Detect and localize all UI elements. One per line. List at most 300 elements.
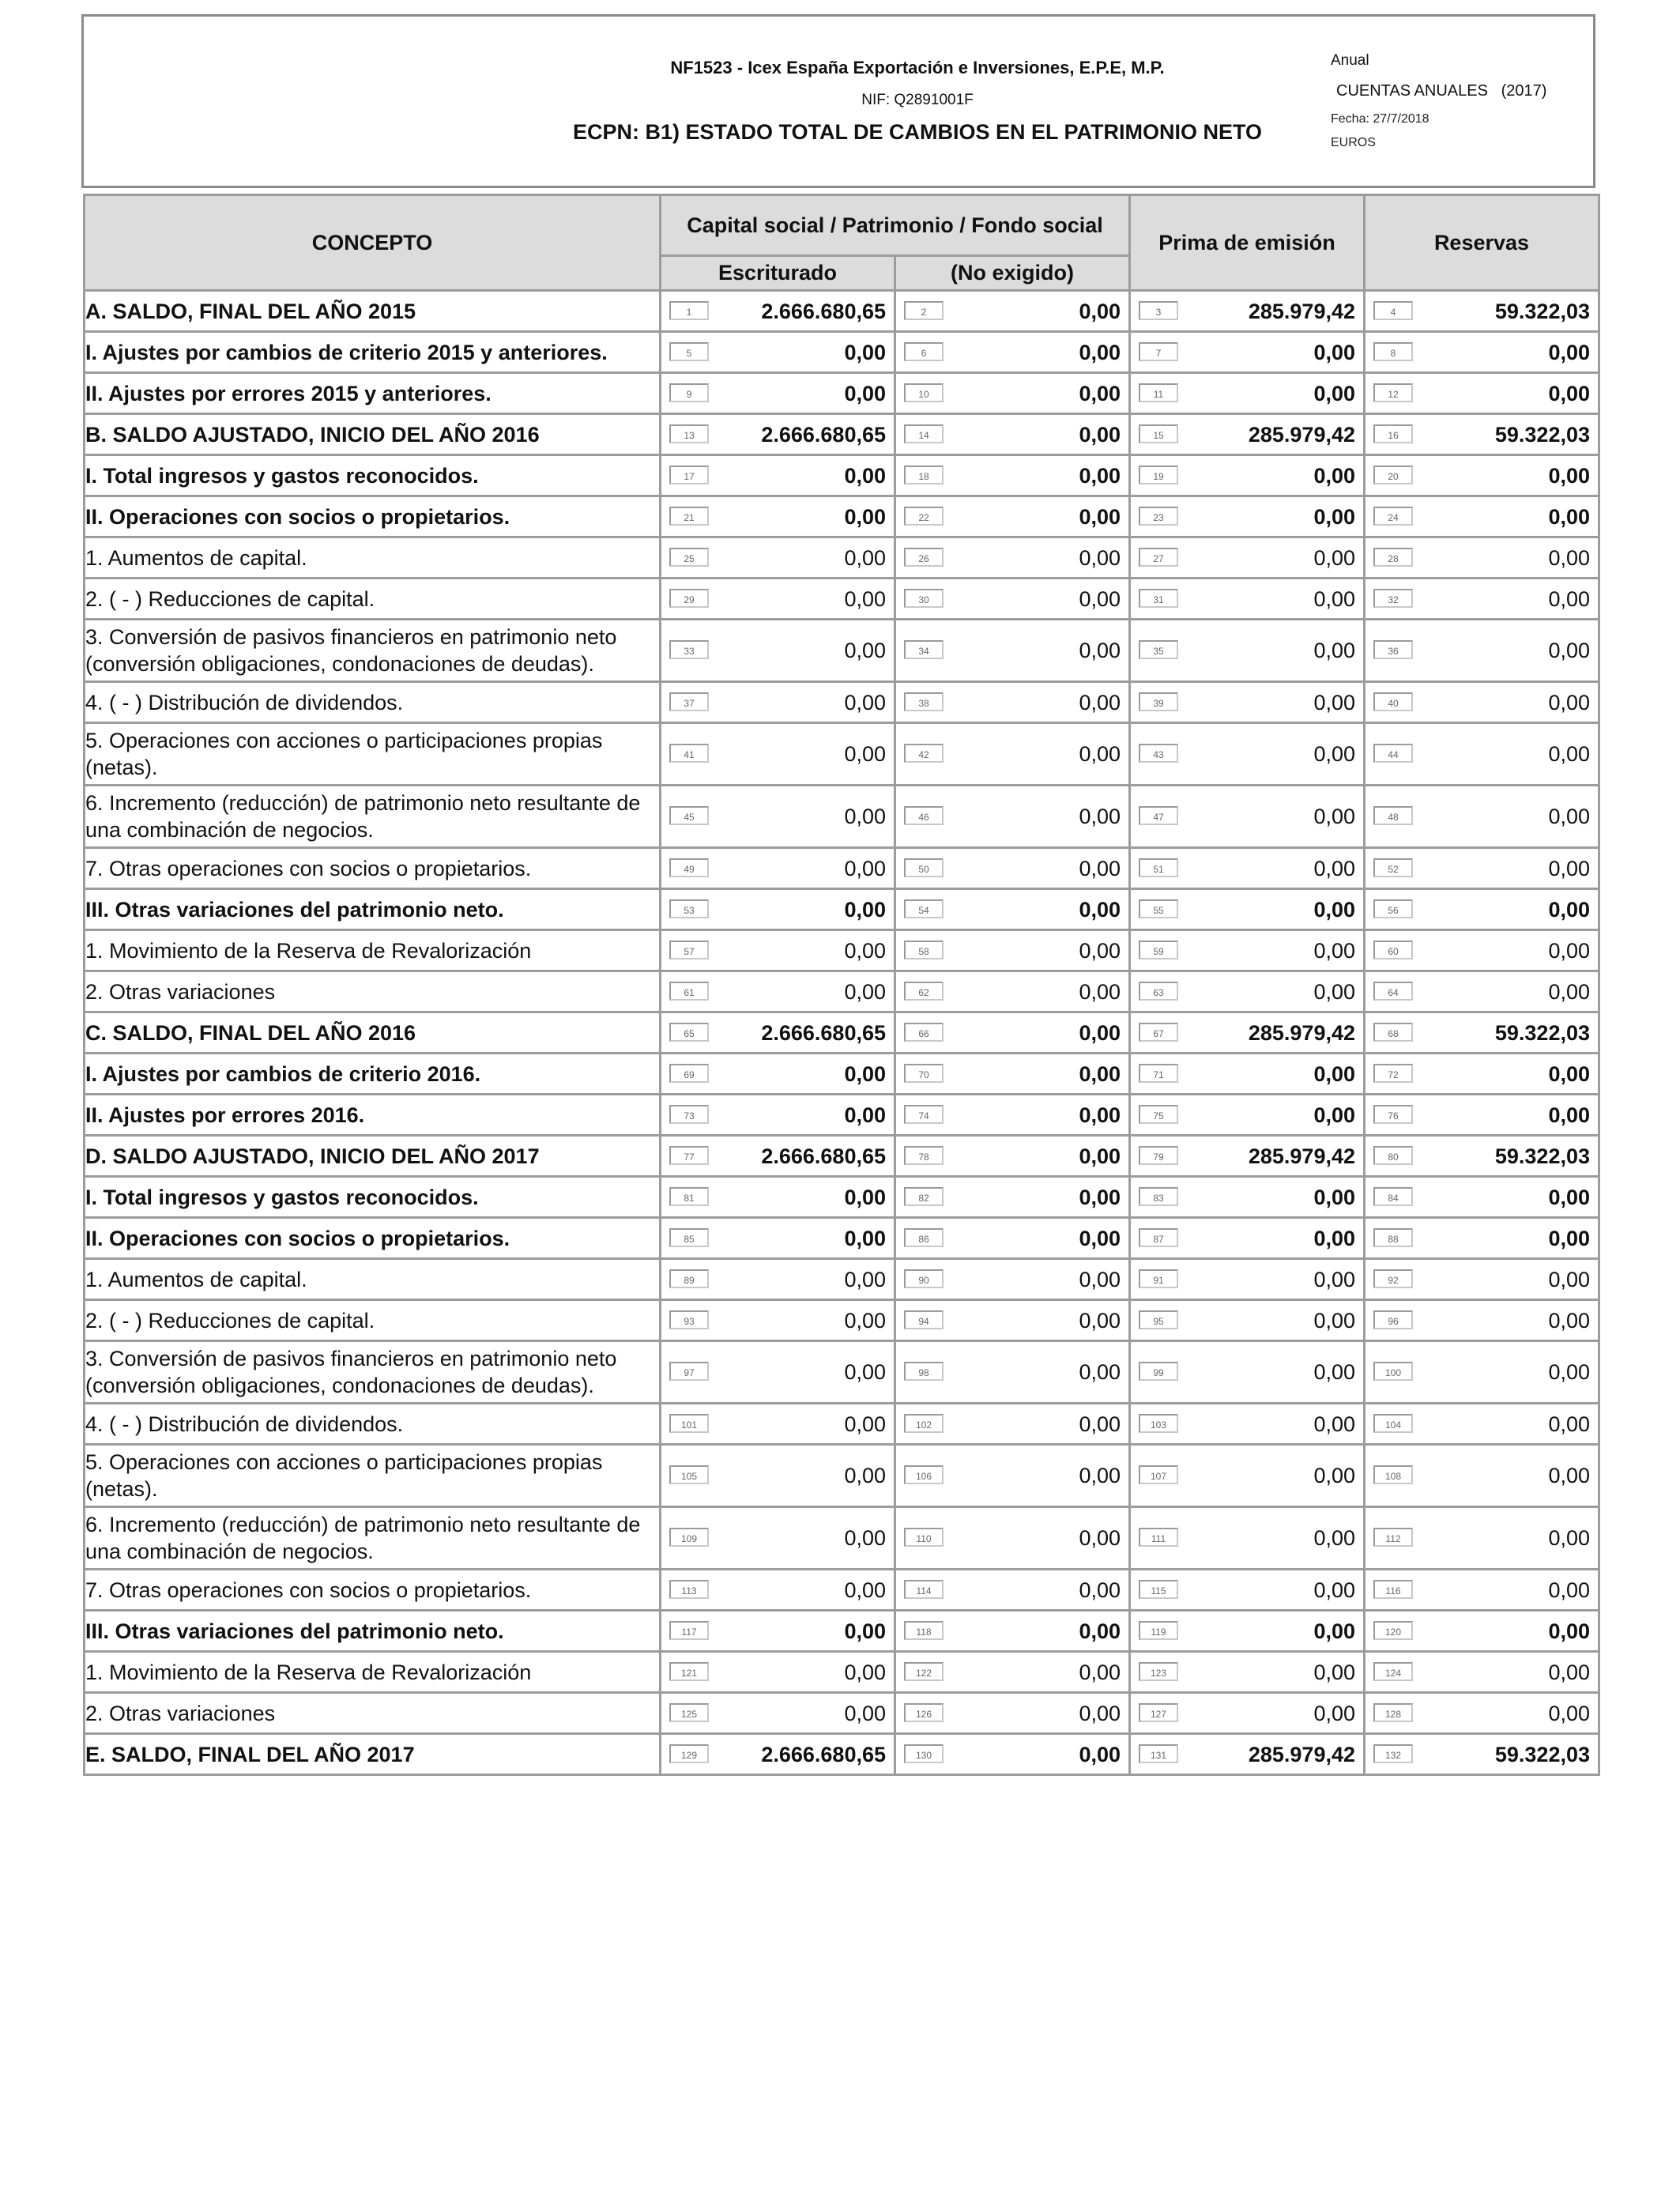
- cell-value: 0,00: [1079, 1226, 1121, 1250]
- cell-number-box: 36: [1373, 640, 1413, 659]
- cell-prima: [1131, 1508, 1363, 1568]
- cell-value: 0,00: [1313, 463, 1355, 488]
- cell-value: 0,00: [1548, 1578, 1590, 1602]
- cell-value: 0,00: [1548, 1103, 1590, 1127]
- cell-number-box: 37: [669, 692, 709, 711]
- cell-number-box: 35: [1139, 640, 1178, 659]
- cell-number-box: 110: [904, 1528, 944, 1547]
- cell-escriturado: [661, 415, 894, 454]
- cell-prima: [1131, 890, 1363, 929]
- cell-value: 0,00: [1313, 1660, 1355, 1684]
- cell-number-box: 30: [904, 589, 944, 608]
- cell-number-box: 44: [1373, 744, 1413, 763]
- table-row: [85, 292, 1598, 330]
- cell-reservas: [1365, 724, 1598, 784]
- cell-value: 0,00: [1079, 1185, 1121, 1209]
- cell-number-box: 112: [1373, 1528, 1413, 1547]
- cell-escriturado: [661, 1054, 894, 1093]
- cell-value: 0,00: [1313, 1103, 1355, 1127]
- cell-number-box: 126: [904, 1703, 944, 1722]
- cell-no-exigido: [896, 456, 1128, 495]
- cell-prima: [1131, 620, 1363, 680]
- cell-prima: [1131, 1219, 1363, 1257]
- cell-escriturado: [661, 1404, 894, 1443]
- report-title: ECPN: B1) ESTADO TOTAL DE CAMBIOS EN EL PATRIMONIO NETO: [572, 120, 1263, 144]
- cell-number-box: 28: [1373, 548, 1413, 567]
- cell-number-box: 102: [904, 1414, 944, 1433]
- cell-number-box: 18: [904, 466, 944, 484]
- col-header-capital: Capital social / Patrimonio / Fondo social: [661, 196, 1128, 254]
- cell-prima: [1131, 1446, 1363, 1506]
- cell-reservas: [1365, 1219, 1598, 1257]
- cell-value: 2.666.680,65: [761, 1144, 886, 1168]
- cell-number-box: 124: [1373, 1662, 1413, 1681]
- cell-value: 2.666.680,65: [761, 422, 886, 447]
- cell-reservas: [1365, 1404, 1598, 1443]
- cell-no-exigido: [896, 1653, 1128, 1691]
- cell-value: 0,00: [1313, 586, 1355, 611]
- cell-number-box: 116: [1373, 1580, 1413, 1599]
- cell-number-box: 118: [904, 1621, 944, 1640]
- row-concept-label: 7. Otras operaciones con socios o propietarios.: [85, 1570, 659, 1609]
- cell-prima: [1131, 1178, 1363, 1216]
- row-concept-label: II. Operaciones con socios o propietarios.: [85, 497, 659, 536]
- row-concept-label: 7. Otras operaciones con socios o propietarios.: [85, 849, 659, 888]
- cell-number-box: 40: [1373, 692, 1413, 711]
- cell-value: 0,00: [1548, 690, 1590, 714]
- cell-value: 0,00: [844, 1701, 886, 1725]
- cell-value: 0,00: [1313, 979, 1355, 1004]
- cell-number-box: 42: [904, 744, 944, 763]
- cell-number-box: 60: [1373, 941, 1413, 959]
- cell-number-box: 58: [904, 941, 944, 959]
- table-row: [85, 1301, 1598, 1340]
- cell-number-box: 51: [1139, 858, 1178, 877]
- cell-number-box: 69: [669, 1064, 709, 1083]
- cell-prima: [1131, 538, 1363, 577]
- row-concept-label: 1. Aumentos de capital.: [85, 538, 659, 577]
- cell-value: 285.979,42: [1248, 422, 1355, 447]
- cell-prima: [1131, 1570, 1363, 1609]
- cell-prima: [1131, 1095, 1363, 1134]
- row-concept-label: 2. Otras variaciones: [85, 972, 659, 1011]
- cell-value: 0,00: [1313, 340, 1355, 364]
- cell-reservas: [1365, 620, 1598, 680]
- cell-value: 0,00: [1548, 1701, 1590, 1725]
- cell-value: 2.666.680,65: [761, 1742, 886, 1766]
- cell-value: 0,00: [1079, 856, 1121, 880]
- cell-value: 0,00: [1548, 586, 1590, 611]
- cell-value: 0,00: [1079, 340, 1121, 364]
- cell-number-box: 54: [904, 899, 944, 918]
- cell-number-box: 130: [904, 1744, 944, 1763]
- cell-number-box: 100: [1373, 1362, 1413, 1381]
- cell-value: 0,00: [1313, 381, 1355, 405]
- cell-value: 0,00: [1079, 1144, 1121, 1168]
- cell-number-box: 4: [1373, 301, 1413, 320]
- cell-value: 0,00: [1313, 639, 1355, 662]
- cell-no-exigido: [896, 1137, 1128, 1175]
- table-row: [85, 1653, 1598, 1691]
- cell-number-box: 33: [669, 640, 709, 659]
- cell-value: 0,00: [844, 381, 886, 405]
- cell-escriturado: [661, 1735, 894, 1774]
- cell-reservas: [1365, 890, 1598, 929]
- cell-escriturado: [661, 1137, 894, 1175]
- cell-value: 0,00: [1079, 1619, 1121, 1643]
- cell-number-box: 91: [1139, 1269, 1178, 1288]
- cell-value: 0,00: [1548, 856, 1590, 880]
- cell-no-exigido: [896, 1612, 1128, 1650]
- cell-prima: [1131, 1260, 1363, 1299]
- cell-number-box: 103: [1139, 1414, 1178, 1433]
- cell-no-exigido: [896, 683, 1128, 722]
- cell-value: 0,00: [1313, 504, 1355, 529]
- row-concept-label: E. SALDO, FINAL DEL AÑO 2017: [85, 1735, 659, 1774]
- cell-escriturado: [661, 620, 894, 680]
- cell-escriturado: [661, 1013, 894, 1052]
- cell-number-box: 57: [669, 941, 709, 959]
- table-row: [85, 724, 1598, 784]
- cell-value: 0,00: [1079, 1360, 1121, 1384]
- cell-number-box: 31: [1139, 589, 1178, 608]
- row-concept-label: 5. Operaciones con acciones o participaciones propias (netas).: [85, 1446, 659, 1506]
- cell-number-box: 29: [669, 589, 709, 608]
- cell-number-box: 23: [1139, 507, 1178, 526]
- col-header-reservas: Reservas: [1365, 196, 1598, 289]
- cell-value: 0,00: [1548, 1360, 1590, 1384]
- report-periodicity: Anual: [1331, 52, 1369, 69]
- cell-reservas: [1365, 579, 1598, 618]
- table-row: [85, 1013, 1598, 1052]
- row-concept-label: C. SALDO, FINAL DEL AÑO 2016: [85, 1013, 659, 1052]
- table-row: [85, 1342, 1598, 1402]
- cell-reservas: [1365, 1095, 1598, 1134]
- cell-number-box: 20: [1373, 466, 1413, 484]
- cell-value: 0,00: [1079, 1701, 1121, 1725]
- cell-value: 0,00: [1548, 1464, 1590, 1487]
- cell-number-box: 122: [904, 1662, 944, 1681]
- cell-value: 0,00: [1079, 897, 1121, 922]
- cell-number-box: 24: [1373, 507, 1413, 526]
- cell-number-box: 46: [904, 806, 944, 825]
- table-row: [85, 849, 1598, 888]
- cell-value: 0,00: [844, 1526, 886, 1550]
- cell-number-box: 67: [1139, 1023, 1178, 1042]
- cell-number-box: 111: [1139, 1528, 1178, 1547]
- cell-escriturado: [661, 1260, 894, 1299]
- cell-reservas: [1365, 1178, 1598, 1216]
- cell-no-exigido: [896, 1508, 1128, 1568]
- cell-escriturado: [661, 890, 894, 929]
- cell-reservas: [1365, 786, 1598, 846]
- cell-prima: [1131, 1301, 1363, 1340]
- cell-value: 2.666.680,65: [761, 1020, 886, 1045]
- cell-value: 0,00: [1313, 897, 1355, 922]
- cell-number-box: 79: [1139, 1146, 1178, 1165]
- cell-value: 0,00: [1079, 1742, 1121, 1766]
- cell-value: 0,00: [1079, 422, 1121, 447]
- cell-number-box: 98: [904, 1362, 944, 1381]
- cell-escriturado: [661, 374, 894, 413]
- cell-prima: [1131, 415, 1363, 454]
- cell-value: 0,00: [844, 690, 886, 714]
- cell-value: 0,00: [1079, 463, 1121, 488]
- cell-reservas: [1365, 1612, 1598, 1650]
- cell-value: 0,00: [1548, 1526, 1590, 1550]
- cell-number-box: 94: [904, 1310, 944, 1329]
- cell-escriturado: [661, 292, 894, 330]
- cell-value: 0,00: [1313, 742, 1355, 766]
- cell-number-box: 62: [904, 982, 944, 1001]
- table-row: [85, 1508, 1598, 1568]
- cell-reservas: [1365, 374, 1598, 413]
- cell-number-box: 68: [1373, 1023, 1413, 1042]
- cell-value: 0,00: [1079, 1308, 1121, 1333]
- cell-number-box: 117: [669, 1621, 709, 1640]
- cell-value: 0,00: [1548, 979, 1590, 1004]
- cell-value: 0,00: [844, 1308, 886, 1333]
- cell-number-box: 99: [1139, 1362, 1178, 1381]
- cell-value: 0,00: [1313, 805, 1355, 828]
- cell-reservas: [1365, 538, 1598, 577]
- cell-value: 0,00: [1313, 1226, 1355, 1250]
- cell-no-exigido: [896, 579, 1128, 618]
- cell-escriturado: [661, 1301, 894, 1340]
- cell-escriturado: [661, 683, 894, 722]
- table-body: [85, 292, 1598, 1774]
- row-concept-label: III. Otras variaciones del patrimonio neto.: [85, 890, 659, 929]
- cell-value: 2.666.680,65: [761, 299, 886, 323]
- cell-value: 0,00: [844, 805, 886, 828]
- cell-value: 0,00: [1313, 1360, 1355, 1384]
- cell-number-box: 7: [1139, 342, 1178, 361]
- cell-value: 0,00: [844, 1267, 886, 1291]
- cell-no-exigido: [896, 1570, 1128, 1609]
- cell-number-box: 74: [904, 1105, 944, 1124]
- cell-number-box: 123: [1139, 1662, 1178, 1681]
- cell-number-box: 64: [1373, 982, 1413, 1001]
- cell-number-box: 82: [904, 1187, 944, 1206]
- cell-value: 0,00: [1313, 938, 1355, 963]
- cell-value: 0,00: [1548, 545, 1590, 570]
- cell-escriturado: [661, 579, 894, 618]
- row-concept-label: B. SALDO AJUSTADO, INICIO DEL AÑO 2016: [85, 415, 659, 454]
- company-nif: NIF: Q2891001F: [861, 92, 974, 108]
- cell-value: 0,00: [1313, 1619, 1355, 1643]
- cell-number-box: 39: [1139, 692, 1178, 711]
- report-type: CUENTAS ANUALES (2017): [1336, 82, 1547, 100]
- cell-escriturado: [661, 1219, 894, 1257]
- row-concept-label: III. Otras variaciones del patrimonio neto.: [85, 1612, 659, 1650]
- cell-number-box: 73: [669, 1105, 709, 1124]
- cell-prima: [1131, 497, 1363, 536]
- cell-no-exigido: [896, 849, 1128, 888]
- cell-no-exigido: [896, 620, 1128, 680]
- table-row: [85, 497, 1598, 536]
- cell-number-box: 15: [1139, 424, 1178, 443]
- cell-no-exigido: [896, 538, 1128, 577]
- cell-number-box: 104: [1373, 1414, 1413, 1433]
- table-row: [85, 1612, 1598, 1650]
- cell-value: 0,00: [1079, 1526, 1121, 1550]
- cell-number-box: 48: [1373, 806, 1413, 825]
- cell-value: 0,00: [1079, 1267, 1121, 1291]
- cell-number-box: 34: [904, 640, 944, 659]
- cell-number-box: 22: [904, 507, 944, 526]
- col-header-no-exigido: (No exigido): [896, 257, 1128, 289]
- cell-value: 0,00: [1079, 1660, 1121, 1684]
- cell-number-box: 1: [669, 301, 709, 320]
- cell-prima: [1131, 931, 1363, 970]
- cell-escriturado: [661, 1694, 894, 1732]
- cell-number-box: 17: [669, 466, 709, 484]
- row-concept-label: 3. Conversión de pasivos financieros en patrimonio neto (conversión obligaciones, condonaciones de deudas).: [85, 1342, 659, 1402]
- cell-reservas: [1365, 497, 1598, 536]
- row-concept-label: I. Ajustes por cambios de criterio 2015 y anteriores.: [85, 333, 659, 371]
- cell-number-box: 114: [904, 1580, 944, 1599]
- cell-number-box: 59: [1139, 941, 1178, 959]
- cell-no-exigido: [896, 1735, 1128, 1774]
- row-concept-label: 4. ( - ) Distribución de dividendos.: [85, 1404, 659, 1443]
- row-concept-label: 6. Incremento (reducción) de patrimonio neto resultante de una combinación de negocios.: [85, 786, 659, 846]
- cell-number-box: 8: [1373, 342, 1413, 361]
- cell-number-box: 65: [669, 1023, 709, 1042]
- cell-reservas: [1365, 1260, 1598, 1299]
- table-row: [85, 415, 1598, 454]
- cell-prima: [1131, 1694, 1363, 1732]
- cell-value: 0,00: [1079, 1020, 1121, 1045]
- cell-no-exigido: [896, 1178, 1128, 1216]
- cell-value: 0,00: [1079, 1578, 1121, 1602]
- cell-value: 0,00: [844, 1464, 886, 1487]
- cell-value: 0,00: [1548, 340, 1590, 364]
- cell-reservas: [1365, 1446, 1598, 1506]
- cell-number-box: 63: [1139, 982, 1178, 1001]
- cell-prima: [1131, 1735, 1363, 1774]
- cell-value: 0,00: [1079, 299, 1121, 323]
- cell-value: 285.979,42: [1248, 1742, 1355, 1766]
- cell-number-box: 95: [1139, 1310, 1178, 1329]
- cell-reservas: [1365, 333, 1598, 371]
- cell-no-exigido: [896, 786, 1128, 846]
- cell-number-box: 76: [1373, 1105, 1413, 1124]
- cell-value: 0,00: [844, 1226, 886, 1250]
- cell-number-box: 2: [904, 301, 944, 320]
- cell-value: 0,00: [1313, 1185, 1355, 1209]
- cell-reservas: [1365, 456, 1598, 495]
- cell-number-box: 3: [1139, 301, 1178, 320]
- row-concept-label: II. Operaciones con socios o propietarios.: [85, 1219, 659, 1257]
- table-row: [85, 620, 1598, 680]
- row-concept-label: 6. Incremento (reducción) de patrimonio neto resultante de una combinación de negocios.: [85, 1508, 659, 1568]
- cell-number-box: 129: [669, 1744, 709, 1763]
- cell-value: 0,00: [1548, 463, 1590, 488]
- cell-number-box: 16: [1373, 424, 1413, 443]
- row-concept-label: II. Ajustes por errores 2015 y anteriores.: [85, 374, 659, 413]
- cell-reservas: [1365, 1137, 1598, 1175]
- row-concept-label: 3. Conversión de pasivos financieros en patrimonio neto (conversión obligaciones, condonaciones de deudas).: [85, 620, 659, 680]
- table-row: [85, 333, 1598, 371]
- table-row: [85, 972, 1598, 1011]
- cell-number-box: 45: [669, 806, 709, 825]
- cell-value: 0,00: [1313, 1526, 1355, 1550]
- cell-number-box: 25: [669, 548, 709, 567]
- cell-number-box: 21: [669, 507, 709, 526]
- row-concept-label: II. Ajustes por errores 2016.: [85, 1095, 659, 1134]
- cell-no-exigido: [896, 1446, 1128, 1506]
- table-row: [85, 786, 1598, 846]
- cell-number-box: 41: [669, 744, 709, 763]
- company-name: NF1523 - Icex España Exportación e Inversiones, E.P.E, M.P.: [670, 58, 1165, 77]
- table-row: [85, 1694, 1598, 1732]
- cell-reservas: [1365, 1735, 1598, 1774]
- cell-escriturado: [661, 333, 894, 371]
- cell-number-box: 32: [1373, 589, 1413, 608]
- cell-no-exigido: [896, 1095, 1128, 1134]
- cell-number-box: 12: [1373, 383, 1413, 402]
- cell-value: 0,00: [844, 979, 886, 1004]
- cell-value: 0,00: [1079, 979, 1121, 1004]
- table-row: [85, 1570, 1598, 1609]
- cell-value: 59.322,03: [1494, 422, 1590, 447]
- cell-value: 0,00: [1548, 742, 1590, 766]
- cell-prima: [1131, 1612, 1363, 1650]
- cell-value: 0,00: [844, 1660, 886, 1684]
- cell-prima: [1131, 724, 1363, 784]
- row-concept-label: I. Total ingresos y gastos reconocidos.: [85, 1178, 659, 1216]
- table-row: [85, 1137, 1598, 1175]
- cell-value: 0,00: [1313, 1061, 1355, 1086]
- cell-number-box: 72: [1373, 1064, 1413, 1083]
- cell-number-box: 5: [669, 342, 709, 361]
- col-header-prima: Prima de emisión: [1131, 196, 1363, 289]
- cell-value: 59.322,03: [1494, 1742, 1590, 1766]
- cell-value: 0,00: [1548, 1619, 1590, 1643]
- cell-number-box: 78: [904, 1146, 944, 1165]
- cell-value: 0,00: [844, 1061, 886, 1086]
- cell-number-box: 90: [904, 1269, 944, 1288]
- cell-value: 0,00: [1079, 1412, 1121, 1436]
- cell-value: 0,00: [1548, 639, 1590, 662]
- cell-value: 59.322,03: [1494, 1020, 1590, 1045]
- equity-changes-table: [83, 194, 1600, 1776]
- cell-prima: [1131, 333, 1363, 371]
- cell-number-box: 115: [1139, 1580, 1178, 1599]
- cell-number-box: 6: [904, 342, 944, 361]
- cell-no-exigido: [896, 724, 1128, 784]
- cell-number-box: 19: [1139, 466, 1178, 484]
- cell-value: 59.322,03: [1494, 1144, 1590, 1168]
- cell-value: 0,00: [1079, 1061, 1121, 1086]
- table-row: [85, 683, 1598, 722]
- row-concept-label: 1. Movimiento de la Reserva de Revalorización: [85, 1653, 659, 1691]
- cell-value: 0,00: [1313, 856, 1355, 880]
- report-header: [81, 14, 1595, 188]
- cell-no-exigido: [896, 1219, 1128, 1257]
- cell-number-box: 55: [1139, 899, 1178, 918]
- cell-value: 0,00: [844, 1360, 886, 1384]
- cell-no-exigido: [896, 1342, 1128, 1402]
- cell-escriturado: [661, 724, 894, 784]
- row-concept-label: I. Total ingresos y gastos reconocidos.: [85, 456, 659, 495]
- cell-reservas: [1365, 1301, 1598, 1340]
- cell-value: 0,00: [1079, 504, 1121, 529]
- cell-prima: [1131, 849, 1363, 888]
- cell-value: 0,00: [1079, 586, 1121, 611]
- cell-value: 0,00: [1313, 1464, 1355, 1487]
- table-row: [85, 1219, 1598, 1257]
